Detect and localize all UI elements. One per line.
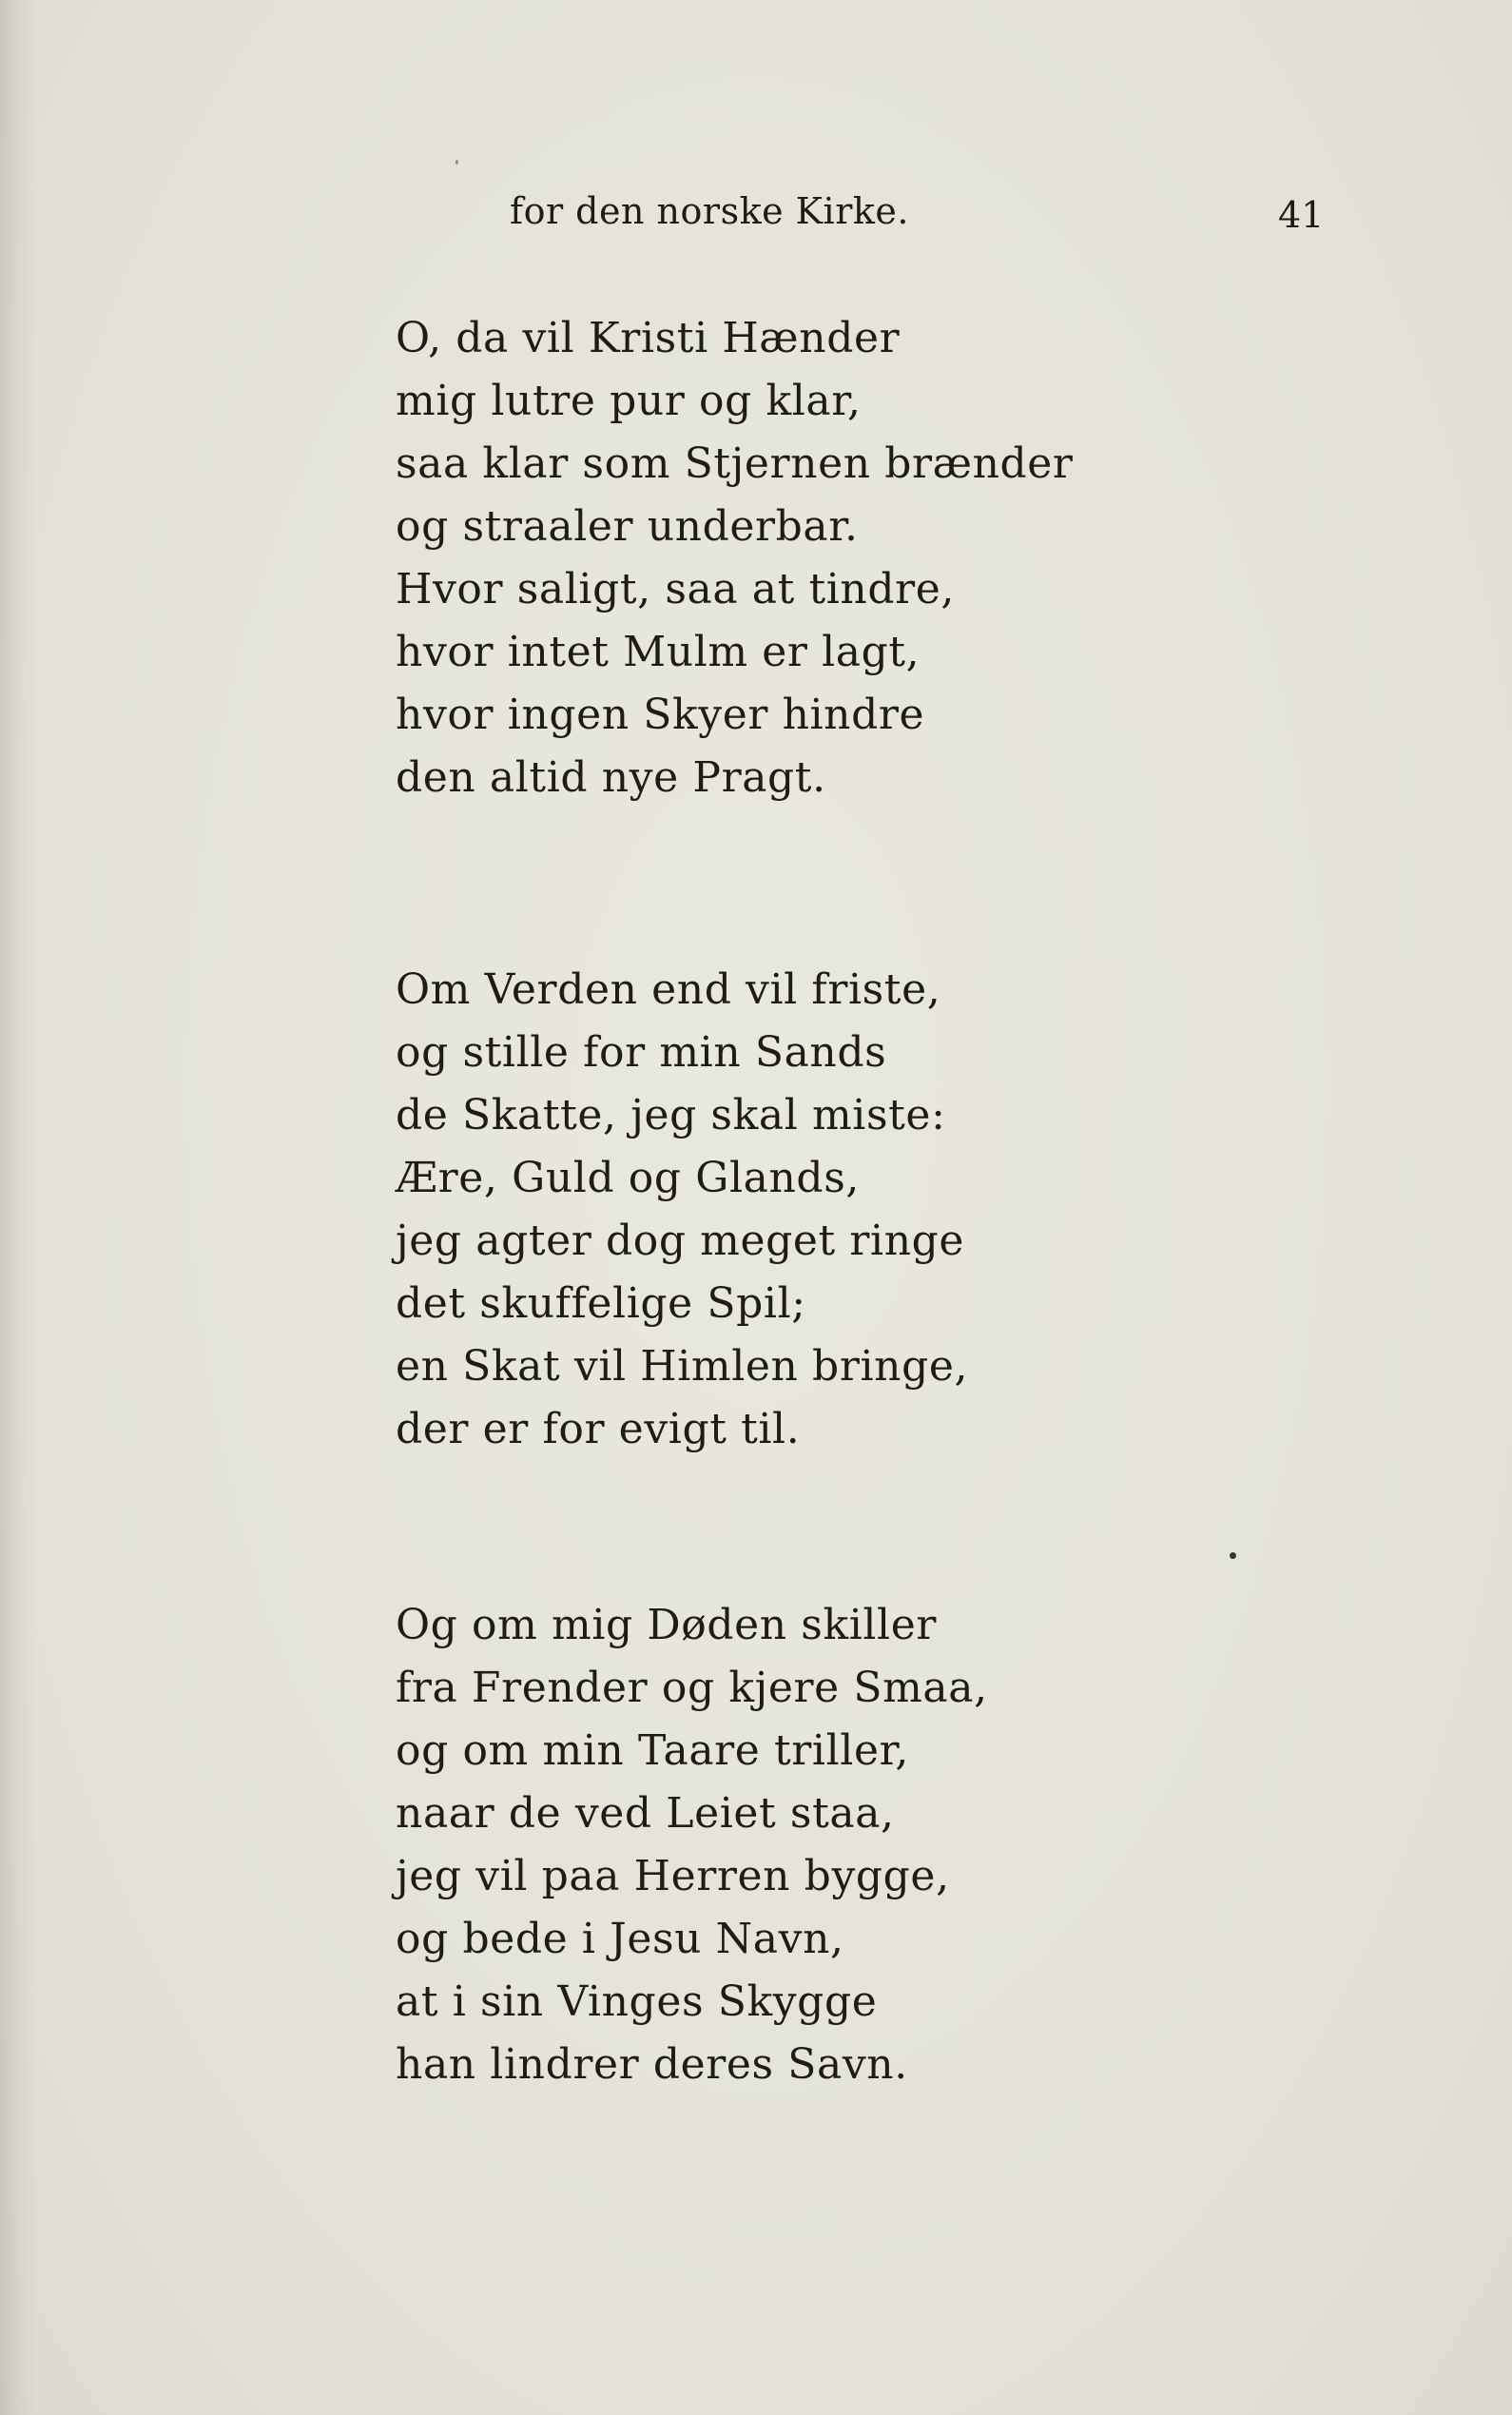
stanza-2 xyxy=(396,959,1251,1461)
verse-line: og straaler underbar. xyxy=(396,502,859,551)
verse-line: hvor ingen Skyer hindre xyxy=(396,691,925,739)
running-title: for den norske Kirke. xyxy=(510,190,909,232)
stanza-3 xyxy=(396,1594,1251,2096)
verse-line: Ære, Guld og Glands, xyxy=(396,1154,860,1202)
ink-speck xyxy=(456,160,458,165)
verse-line: en Skat vil Himlen bringe, xyxy=(396,1342,969,1391)
verse-line: den altid nye Pragt. xyxy=(396,753,826,802)
verse-line: og stille for min Sands xyxy=(396,1028,887,1077)
verse-line: at i sin Vinges Skygge xyxy=(396,1977,878,2026)
verse-line: han lindrer deres Savn. xyxy=(396,2040,908,2089)
page-number: 41 xyxy=(1278,194,1325,236)
ink-speck xyxy=(1230,1552,1236,1559)
verse-line: fra Frender og kjere Smaa, xyxy=(396,1664,988,1712)
verse-line: og bede i Jesu Navn, xyxy=(396,1915,844,1963)
verse-line: Og om mig Døden skiller xyxy=(396,1601,937,1649)
verse-line: mig lutre pur og klar, xyxy=(396,377,862,425)
verse-line: Om Verden end vil friste, xyxy=(396,965,941,1014)
verse-line: det skuffelige Spil; xyxy=(396,1279,806,1328)
verse-line: hvor intet Mulm er lagt, xyxy=(396,628,921,676)
verse-line: saa klar som Stjernen brænder xyxy=(396,439,1074,488)
verse-line: jeg vil paa Herren bygge, xyxy=(396,1852,950,1900)
running-head xyxy=(0,190,1512,247)
verse-line: de Skatte, jeg skal miste: xyxy=(396,1091,946,1139)
verse-line: naar de ved Leiet staa, xyxy=(396,1789,895,1838)
verse-line: og om min Taare triller, xyxy=(396,1726,909,1775)
verse-line: O, da vil Kristi Hænder xyxy=(396,314,901,362)
stanza-1 xyxy=(396,307,1251,809)
verse-line: Hvor saligt, saa at tindre, xyxy=(396,565,955,613)
verse-line: jeg agter dog meget ringe xyxy=(396,1217,965,1265)
verse-line: der er for evigt til. xyxy=(396,1405,801,1453)
